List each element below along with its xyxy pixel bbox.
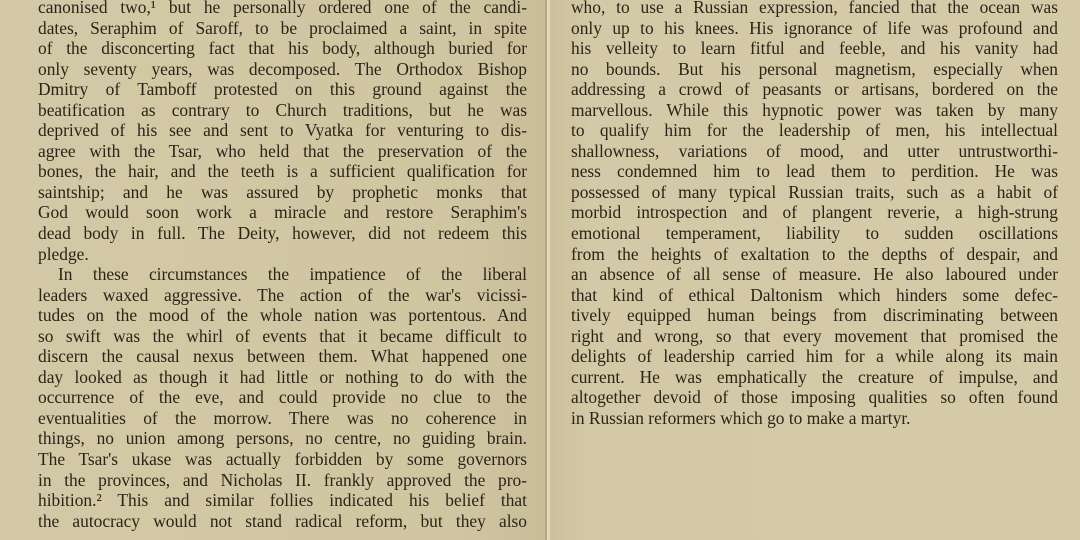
text-line: current. He was emphatically the creature of impulse, and bbox=[571, 366, 1058, 387]
text-line: bones, the hair, and the teeth is a sufficient qualification for bbox=[38, 161, 527, 182]
text-line: eventualities of the morrow. There was no coherence in bbox=[38, 407, 527, 428]
text-line: marvellous. While this hypnotic power was taken by many bbox=[571, 99, 1058, 120]
text-line: his velleity to learn fitful and feeble, and his vanity had bbox=[571, 38, 1058, 59]
text-line: to qualify him for the leadership of men, his intellectual bbox=[571, 120, 1058, 141]
text-line: day looked as though it had little or nothing to do with the bbox=[38, 366, 527, 387]
text-line: only seventy years, was decomposed. The Orthodox Bishop bbox=[38, 58, 527, 79]
text-line: discern the causal nexus between them. What happened one bbox=[38, 346, 527, 367]
text-line: shallowness, variations of mood, and utter untrustworthi- bbox=[571, 140, 1058, 161]
text-line: ness condemned him to lead them to perdition. He was bbox=[571, 161, 1058, 182]
text-line: an absence of all sense of measure. He also laboured under bbox=[571, 264, 1058, 285]
text-line: addressing a crowd of peasants or artisans, bordered on the bbox=[571, 79, 1058, 100]
text-line: morbid introspection and of plangent reverie, a high-strung bbox=[571, 202, 1058, 223]
left-page-text bbox=[38, 0, 527, 531]
text-line: so swift was the whirl of events that it became difficult to bbox=[38, 325, 527, 346]
text-line: only up to his knees. His ignorance of life was profound and bbox=[571, 17, 1058, 38]
text-line: The Tsar's ukase was actually forbidden by some governors bbox=[38, 449, 527, 470]
text-line: pledge. bbox=[38, 243, 89, 264]
text-line: Dmitry of Tamboff protested on this ground against the bbox=[38, 79, 527, 100]
text-line: hibition.² This and similar follies indicated his belief that bbox=[38, 490, 527, 511]
text-line: who, to use a Russian expression, fancied that the ocean was bbox=[571, 0, 1058, 17]
text-line: no bounds. But his personal magnetism, especially when bbox=[571, 58, 1058, 79]
right-book-page bbox=[550, 0, 1080, 540]
text-line: things, no union among persons, no centre, no guiding brain. bbox=[38, 428, 527, 449]
text-line: In these circumstances the impatience of the liberal bbox=[58, 264, 527, 285]
text-line: from the heights of exaltation to the depths of despair, and bbox=[571, 243, 1058, 264]
text-line: possessed of many typical Russian traits, such as a habit of bbox=[571, 181, 1058, 202]
text-line: the autocracy would not stand radical reform, but they also bbox=[38, 510, 527, 531]
text-line: canonised two,¹ but he personally ordered one of the candi- bbox=[38, 0, 527, 17]
text-line: emotional temperament, liability to sudden oscillations bbox=[571, 223, 1058, 244]
text-line: tively equipped human beings from discriminating between bbox=[571, 305, 1058, 326]
text-line: deprived of his see and sent to Vyatka for venturing to dis- bbox=[38, 120, 527, 141]
text-line: leaders waxed aggressive. The action of the war's vicissi- bbox=[38, 284, 527, 305]
text-line: dead body in full. The Deity, however, did not redeem this bbox=[38, 223, 527, 244]
text-line: tudes on the mood of the whole nation was portentous. And bbox=[38, 305, 527, 326]
text-line: God would soon work a miracle and restore Seraphim's bbox=[38, 202, 527, 223]
text-line: in the provinces, and Nicholas II. frankly approved the pro- bbox=[38, 469, 527, 490]
text-line: that kind of ethical Daltonism which hinders some defec- bbox=[571, 284, 1058, 305]
text-line: dates, Seraphim of Saroff, to be proclaimed a saint, in spite bbox=[38, 17, 527, 38]
text-line: in Russian reformers which go to make a martyr. bbox=[571, 407, 911, 428]
right-page-text bbox=[571, 0, 1058, 428]
text-line: beatification as contrary to Church traditions, but he was bbox=[38, 99, 527, 120]
text-line: of the disconcerting fact that his body, although buried for bbox=[38, 38, 527, 59]
text-line: agree with the Tsar, who held that the preservation of the bbox=[38, 140, 527, 161]
text-line: delights of leadership carried him for a while along its main bbox=[571, 346, 1058, 367]
text-line: altogether devoid of those imposing qualities so often found bbox=[571, 387, 1058, 408]
text-line: occurrence of the eve, and could provide no clue to the bbox=[38, 387, 527, 408]
text-line: saintship; and he was assured by prophetic monks that bbox=[38, 181, 527, 202]
text-line: right and wrong, so that every movement that promised the bbox=[571, 325, 1058, 346]
